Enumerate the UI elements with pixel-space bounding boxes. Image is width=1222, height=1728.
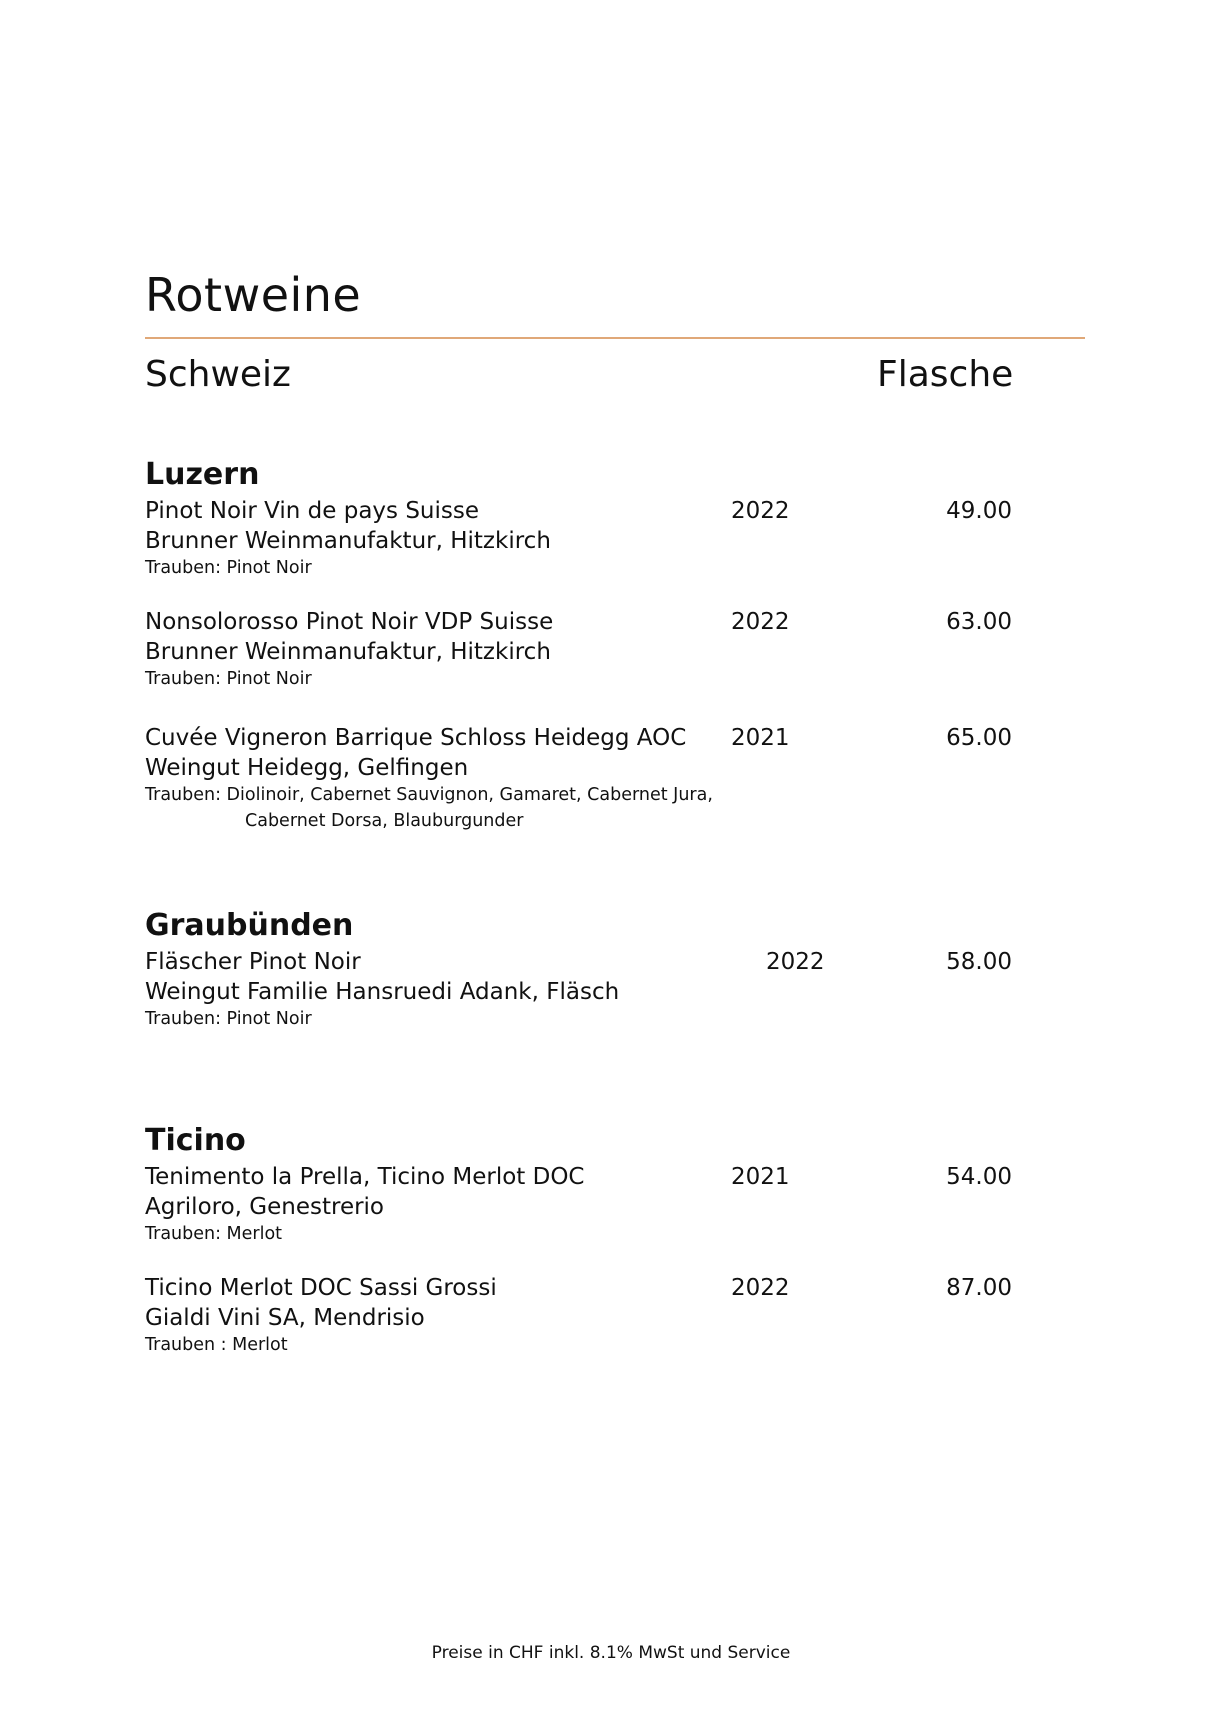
- wine-name: Nonsolorosso Pinot Noir VDP Suisse: [145, 609, 554, 635]
- wine-year: 2021: [731, 725, 790, 751]
- wine-year: 2022: [766, 949, 825, 975]
- wine-grapes: Trauben: Pinot Noir: [145, 558, 312, 578]
- wine-year: 2022: [731, 609, 790, 635]
- wine-name: Cuvée Vigneron Barrique Schloss Heidegg AOC: [145, 725, 687, 751]
- wine-price: 49.00: [946, 498, 1012, 524]
- wine-price: 87.00: [946, 1275, 1012, 1301]
- wine-price: 58.00: [946, 949, 1012, 975]
- wine-grapes: Trauben: Merlot: [145, 1224, 283, 1244]
- wine-name: Tenimento la Prella, Ticino Merlot DOC: [145, 1164, 585, 1190]
- wine-year: 2022: [731, 1275, 790, 1301]
- bottle-column-heading: Flasche: [877, 354, 1014, 395]
- wine-grapes: Trauben: Pinot Noir: [145, 669, 312, 689]
- wine-grapes: Trauben : Merlot: [145, 1335, 288, 1355]
- wine-price: 63.00: [946, 609, 1012, 635]
- wine-name: Ticino Merlot DOC Sassi Grossi: [145, 1275, 497, 1301]
- wine-producer: Weingut Heidegg, Gelfingen: [145, 755, 469, 781]
- title-divider: [145, 337, 1085, 339]
- country-heading: Schweiz: [145, 354, 291, 395]
- price-note-footer: Preise in CHF inkl. 8.1% MwSt und Service: [431, 1643, 791, 1663]
- wine-producer: Agriloro, Genestrerio: [145, 1194, 385, 1220]
- region-heading-ticino: Ticino: [145, 1123, 246, 1158]
- wine-grapes: Trauben: Diolinoir, Cabernet Sauvignon, Gamaret, Cabernet Jura,: [145, 785, 713, 805]
- wine-producer: Weingut Familie Hansruedi Adank, Fläsch: [145, 979, 620, 1005]
- wine-producer: Brunner Weinmanufaktur, Hitzkirch: [145, 528, 551, 554]
- wine-price: 54.00: [946, 1164, 1012, 1190]
- wine-producer: Brunner Weinmanufaktur, Hitzkirch: [145, 639, 551, 665]
- wine-year: 2021: [731, 1164, 790, 1190]
- wine-grapes: Trauben: Pinot Noir: [145, 1009, 312, 1029]
- wine-name: Fläscher Pinot Noir: [145, 949, 361, 975]
- region-heading-luzern: Luzern: [145, 457, 260, 492]
- page-title: Rotweine: [145, 268, 362, 322]
- wine-producer: Gialdi Vini SA, Mendrisio: [145, 1305, 425, 1331]
- wine-name: Pinot Noir Vin de pays Suisse: [145, 498, 480, 524]
- wine-year: 2022: [731, 498, 790, 524]
- region-heading-graubuenden: Graubünden: [145, 908, 354, 943]
- wine-price: 65.00: [946, 725, 1012, 751]
- wine-grapes-continued: Cabernet Dorsa, Blauburgunder: [245, 811, 524, 831]
